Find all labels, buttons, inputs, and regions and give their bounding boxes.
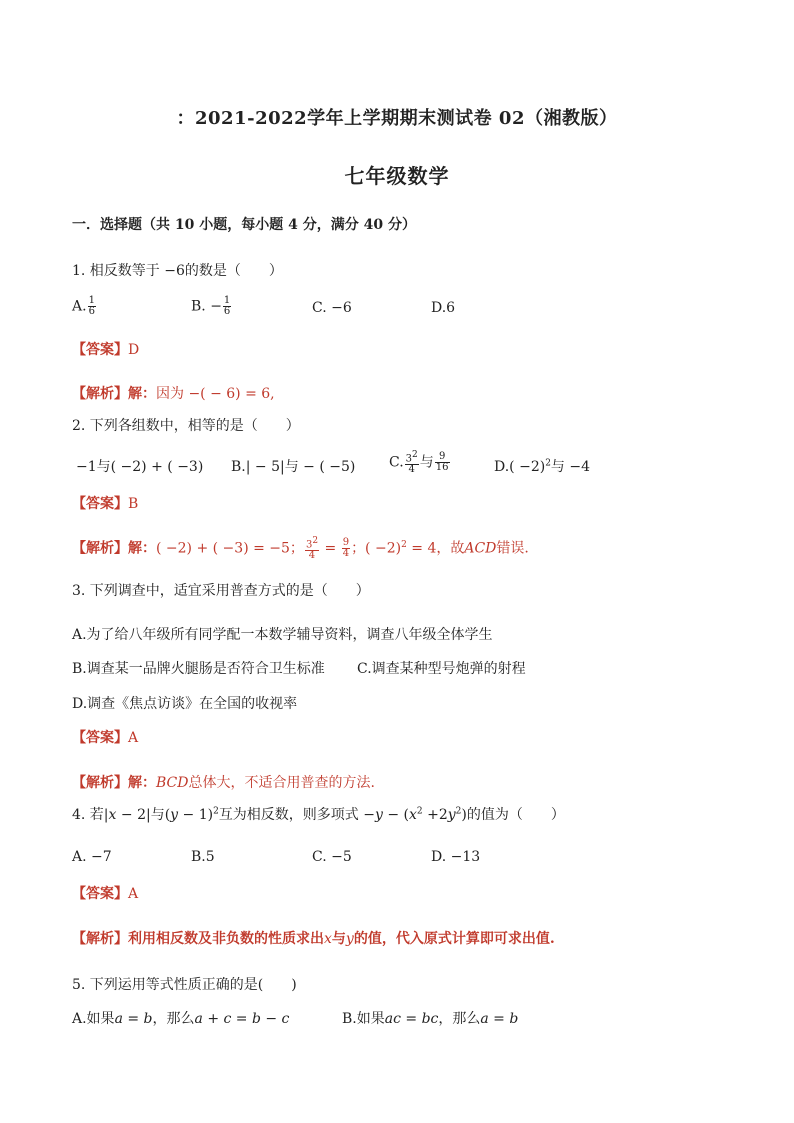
q4-analysis-label: 【解析】 (72, 931, 128, 947)
q1-analysis-body: 因为 −( − 6) = 6, (156, 386, 275, 402)
q2-c-num-base: 3 (405, 453, 413, 465)
q1-b-denominator: 6 (223, 306, 231, 317)
q5-option-a-math2: a + c = b − c (194, 1011, 290, 1027)
q2-option-c-prefix: C. (389, 454, 404, 471)
q3-analysis-label: 【解析】 (72, 775, 128, 791)
q4-option-b: B.5 (191, 849, 215, 865)
q2-analysis-num-base: 3 (305, 539, 313, 551)
q1-option-b (191, 296, 232, 317)
q4-stem-exp2: 2 (416, 806, 423, 817)
q4-analysis-p3: 的值，代入原式计算即可求出值. (353, 931, 555, 947)
q1-a-denominator: 6 (88, 306, 95, 317)
q2-analysis-den1: 4 (308, 550, 316, 562)
q3-option-c: C.调查某种型号炮弹的射程 (357, 661, 526, 677)
q4-stem-m5: +2 (422, 807, 448, 823)
q5-option-b-pre: B.如果 (342, 1011, 385, 1027)
q3-analysis-bcd: BCD (156, 775, 189, 791)
q2-d-exp: 2 (545, 458, 551, 469)
q5-stem: 5. 下列运用等式性质正确的是( ) (72, 977, 297, 993)
q1-option-b-fraction (223, 296, 231, 317)
q3-analysis-lead: 解： (128, 775, 156, 791)
q2-option-c-fraction2 (435, 452, 450, 473)
q5-option-b (342, 1008, 518, 1028)
q4-stem-x2: x (409, 807, 417, 823)
q2-analysis (72, 536, 529, 561)
q3-option-d: D.调查《焦点访谈》在全国的收视率 (72, 696, 298, 712)
q4-analysis-x: x (324, 931, 332, 947)
q4-stem-exp: 2 (213, 806, 219, 817)
q1-option-d: D.6 (431, 300, 456, 316)
q4-stem-x: x (108, 807, 117, 823)
q5-option-b-mid: ，那么 (438, 1011, 481, 1027)
q2-option-a: −1与( −2) + ( −3) (76, 459, 204, 475)
page-subtitle: 七年级数学 (344, 164, 450, 188)
q1-option-a-fraction (88, 296, 96, 317)
q1-option-b-prefix: B. − (191, 298, 222, 315)
q2-option-c-fraction1 (405, 450, 419, 475)
q4-stem-m4: − ( (382, 807, 410, 823)
q2-d-post: 与 −4 (550, 459, 591, 475)
q4-stem-m3: 互为相反数，则多项式 − (218, 807, 375, 823)
q3-analysis-body: 总体大，不适合用普查的方法. (188, 775, 375, 791)
q1-option-c: C. −6 (312, 300, 352, 316)
q3-analysis (72, 772, 375, 792)
q2-option-b: B.| − 5|与 − ( −5) (231, 459, 356, 475)
q4-stem-y3: y (447, 807, 456, 823)
q5-option-b-math2: a = b (480, 1011, 519, 1027)
q4-analysis-p2: 与 (331, 931, 346, 947)
q1-analysis-label: 【解析】 (72, 386, 128, 402)
q2-analysis-num1 (305, 536, 319, 551)
q2-analysis-fraction2 (342, 538, 350, 559)
q2-analysis-den2: 4 (342, 548, 350, 560)
q4-stem-m1: − 2|与( (116, 807, 171, 823)
q3-option-b: B.调查某一品牌火腿肠是否符合卫生标准 (72, 661, 325, 677)
q2-c-numerator2: 9 (435, 452, 450, 463)
q1-a-numerator: 1 (88, 295, 95, 306)
q3-answer (72, 727, 138, 747)
q4-stem-pre: 4. 若| (72, 807, 109, 823)
q2-analysis-part2: ；( −2) (351, 540, 402, 557)
q4-stem-y: y (170, 807, 179, 823)
q2-analysis-label: 【解析】 (72, 540, 128, 557)
q4-stem-post: )的值为（ ） (461, 807, 565, 823)
q4-answer-label: 【答案】 (72, 886, 128, 902)
q4-answer-value: A (128, 886, 139, 902)
q2-answer-value: B (128, 496, 139, 512)
q2-answer-label: 【答案】 (72, 496, 128, 512)
q4-analysis-p1: 利用相反数及非负数的性质求出 (128, 931, 324, 947)
q4-stem-exp3: 2 (455, 806, 462, 817)
q2-d-pre: D.( −2) (494, 459, 546, 475)
q2-analysis-part1: ( −2) + ( −3) = −5； (156, 540, 304, 557)
q5-option-b-math1: ac = bc (384, 1011, 439, 1027)
q2-answer (72, 493, 138, 513)
q4-analysis (72, 928, 555, 948)
q2-analysis-part3: = 4，故 (406, 540, 465, 557)
q1-option-a (72, 296, 97, 317)
q2-analysis-lead: 解： (128, 540, 156, 557)
q2-c-num-exp: 2 (412, 450, 418, 460)
q2-c-denominator2: 16 (435, 462, 449, 474)
q4-option-a: A. −7 (72, 849, 112, 865)
q4-stem-y2: y (375, 807, 383, 823)
q1-analysis-lead: 解： (128, 386, 156, 402)
q1-answer-label: 【答案】 (72, 342, 128, 358)
q3-answer-value: A (128, 730, 139, 746)
q2-analysis-acd: ACD (464, 540, 497, 557)
q1-answer (72, 339, 139, 359)
q1-b-numerator: 1 (223, 295, 231, 306)
q2-analysis-exp2: 2 (401, 540, 407, 551)
q2-analysis-num-exp: 2 (312, 536, 319, 546)
q1-option-a-prefix: A. (72, 298, 87, 315)
q3-option-a: A.为了给八年级所有同学配一本数学辅导资料，调查八年级全体学生 (72, 627, 493, 643)
q4-analysis-y: y (345, 931, 354, 947)
q2-analysis-num2: 9 (342, 537, 350, 549)
q4-stem-m2: − 1) (178, 807, 214, 823)
q4-option-d: D. −13 (431, 849, 481, 865)
q4-option-c: C. −5 (312, 849, 352, 865)
page-title: ：2021-2022学年上学期期末测试卷 02（湘教版） (176, 108, 618, 129)
q1-stem: 1. 相反数等于 −6的数是（ ） (72, 263, 283, 279)
q2-analysis-fraction1 (305, 536, 319, 561)
q3-stem: 3. 下列调查中，适宜采用普查方式的是（ ） (72, 583, 370, 599)
q5-option-a-math1: a = b (114, 1011, 153, 1027)
q2-option-d (494, 456, 590, 476)
q2-analysis-part4: 错误. (496, 540, 529, 557)
q1-analysis (72, 383, 275, 403)
q4-answer (72, 883, 138, 903)
q5-option-a (72, 1008, 289, 1028)
section-heading: 一．选择题（共 10 小题，每小题 4 分，满分 40 分） (72, 217, 416, 233)
q2-analysis-eq: = (320, 540, 341, 557)
q2-c-denominator1: 4 (408, 464, 415, 476)
q5-option-a-pre: A.如果 (72, 1011, 115, 1027)
q2-stem: 2. 下列各组数中，相等的是（ ） (72, 418, 300, 434)
q2-c-mid: 与 (419, 454, 434, 471)
q2-c-numerator1 (405, 450, 419, 465)
q1-answer-value: D (128, 342, 140, 358)
q2-option-c (389, 450, 451, 475)
q3-answer-label: 【答案】 (72, 730, 128, 746)
q5-option-a-mid: ，那么 (152, 1011, 195, 1027)
q4-stem (72, 804, 565, 824)
